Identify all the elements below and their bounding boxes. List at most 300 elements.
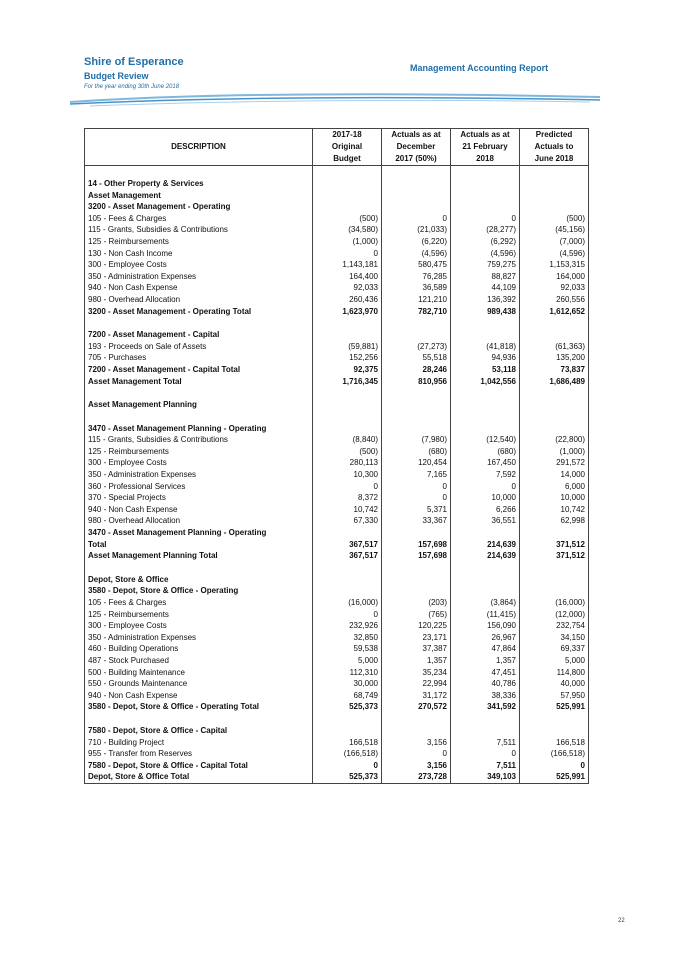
predicted-actuals-value: 1,686,489 bbox=[520, 376, 589, 388]
row-description: 105 - Fees & Charges bbox=[85, 213, 313, 225]
original-budget-value: 232,926 bbox=[313, 620, 382, 632]
actuals-december-value: (680) bbox=[382, 446, 451, 458]
actuals-february-value: (28,277) bbox=[451, 224, 520, 236]
row-description: 3580 - Depot, Store & Office - Operating Total bbox=[85, 701, 313, 713]
actuals-december-value: 270,572 bbox=[382, 701, 451, 713]
original-budget-value: 0 bbox=[313, 481, 382, 493]
actuals-december-value: 1,357 bbox=[382, 655, 451, 667]
actuals-february-value bbox=[451, 399, 520, 411]
original-budget-value: 92,033 bbox=[313, 282, 382, 294]
empty-cell bbox=[520, 166, 589, 179]
table-row bbox=[85, 213, 589, 225]
section-heading-row bbox=[85, 585, 589, 597]
empty-cell bbox=[451, 166, 520, 179]
row-description: 300 - Employee Costs bbox=[85, 457, 313, 469]
row-description: 350 - Administration Expenses bbox=[85, 271, 313, 283]
actuals-february-value bbox=[451, 329, 520, 341]
row-description: 980 - Overhead Allocation bbox=[85, 515, 313, 527]
total-row bbox=[85, 364, 589, 376]
row-description: 350 - Administration Expenses bbox=[85, 469, 313, 481]
table-row bbox=[85, 457, 589, 469]
row-description: 125 - Reimbursements bbox=[85, 236, 313, 248]
table-row bbox=[85, 609, 589, 621]
empty-cell bbox=[520, 387, 589, 399]
row-description: Asset Management Total bbox=[85, 376, 313, 388]
row-description: 940 - Non Cash Expense bbox=[85, 282, 313, 294]
actuals-february-value: 94,936 bbox=[451, 352, 520, 364]
original-budget-value: 1,143,181 bbox=[313, 259, 382, 271]
predicted-actuals-value: 371,512 bbox=[520, 550, 589, 562]
table-row bbox=[85, 446, 589, 458]
total-row bbox=[85, 306, 589, 318]
row-description: 550 - Grounds Maintenance bbox=[85, 678, 313, 690]
row-description: 125 - Reimbursements bbox=[85, 609, 313, 621]
actuals-february-value: 36,551 bbox=[451, 515, 520, 527]
row-description: Asset Management Planning Total bbox=[85, 550, 313, 562]
original-budget-value: 68,749 bbox=[313, 690, 382, 702]
col-actuals-february-header bbox=[451, 129, 520, 166]
original-budget-value: 1,623,970 bbox=[313, 306, 382, 318]
empty-cell bbox=[85, 317, 313, 329]
row-description: 115 - Grants, Subsidies & Contributions bbox=[85, 224, 313, 236]
original-budget-value: (1,000) bbox=[313, 236, 382, 248]
row-description: 955 - Transfer from Reserves bbox=[85, 748, 313, 760]
spacer-row bbox=[85, 411, 589, 423]
row-description: Asset Management Planning bbox=[85, 399, 313, 411]
actuals-february-value: 44,109 bbox=[451, 282, 520, 294]
predicted-actuals-value: (12,000) bbox=[520, 609, 589, 621]
spacer-row bbox=[85, 166, 589, 179]
predicted-actuals-value: (45,156) bbox=[520, 224, 589, 236]
row-description: 115 - Grants, Subsidies & Contributions bbox=[85, 434, 313, 446]
empty-cell bbox=[451, 562, 520, 574]
empty-cell bbox=[520, 317, 589, 329]
empty-cell bbox=[85, 387, 313, 399]
actuals-december-value: 76,285 bbox=[382, 271, 451, 283]
original-budget-value: 59,538 bbox=[313, 643, 382, 655]
original-budget-value: (500) bbox=[313, 446, 382, 458]
predicted-actuals-value bbox=[520, 329, 589, 341]
original-budget-value: 112,310 bbox=[313, 667, 382, 679]
predicted-actuals-value: 14,000 bbox=[520, 469, 589, 481]
report-title: Management Accounting Report bbox=[410, 63, 549, 73]
original-budget-value: 30,000 bbox=[313, 678, 382, 690]
row-description: 940 - Non Cash Expense bbox=[85, 504, 313, 516]
predicted-actuals-value: 6,000 bbox=[520, 481, 589, 493]
actuals-december-value: 36,589 bbox=[382, 282, 451, 294]
actuals-february-value bbox=[451, 178, 520, 190]
empty-cell bbox=[313, 166, 382, 179]
predicted-actuals-value: (22,800) bbox=[520, 434, 589, 446]
predicted-actuals-value: (16,000) bbox=[520, 597, 589, 609]
predicted-actuals-value: 10,742 bbox=[520, 504, 589, 516]
table-row bbox=[85, 352, 589, 364]
actuals-february-value: 136,392 bbox=[451, 294, 520, 306]
actuals-december-value bbox=[382, 190, 451, 202]
col-description-header: DESCRIPTION bbox=[85, 129, 313, 166]
row-description: 460 - Building Operations bbox=[85, 643, 313, 655]
actuals-december-value: 0 bbox=[382, 748, 451, 760]
predicted-actuals-value: (166,518) bbox=[520, 748, 589, 760]
original-budget-value bbox=[313, 527, 382, 539]
table-row bbox=[85, 632, 589, 644]
table-row bbox=[85, 492, 589, 504]
predicted-actuals-value bbox=[520, 190, 589, 202]
predicted-actuals-value: 92,033 bbox=[520, 282, 589, 294]
page-number: 22 bbox=[618, 918, 625, 924]
row-description: 705 - Purchases bbox=[85, 352, 313, 364]
actuals-february-value bbox=[451, 725, 520, 737]
original-budget-value bbox=[313, 725, 382, 737]
predicted-actuals-value bbox=[520, 574, 589, 586]
predicted-actuals-value bbox=[520, 178, 589, 190]
row-description: 487 - Stock Purchased bbox=[85, 655, 313, 667]
table-row bbox=[85, 515, 589, 527]
actuals-december-value: 580,475 bbox=[382, 259, 451, 271]
section-heading-row bbox=[85, 178, 589, 190]
table-row bbox=[85, 481, 589, 493]
total-row bbox=[85, 701, 589, 713]
empty-cell bbox=[85, 166, 313, 179]
predicted-actuals-value: 1,153,315 bbox=[520, 259, 589, 271]
table-row bbox=[85, 282, 589, 294]
empty-cell bbox=[313, 713, 382, 725]
actuals-december-value: 120,225 bbox=[382, 620, 451, 632]
budget-table bbox=[84, 128, 589, 784]
table-row bbox=[85, 469, 589, 481]
actuals-december-value bbox=[382, 201, 451, 213]
table-row bbox=[85, 678, 589, 690]
original-budget-value: (166,518) bbox=[313, 748, 382, 760]
row-description: 980 - Overhead Allocation bbox=[85, 294, 313, 306]
empty-cell bbox=[85, 562, 313, 574]
empty-cell bbox=[313, 562, 382, 574]
actuals-december-value: 28,246 bbox=[382, 364, 451, 376]
original-budget-value: 32,850 bbox=[313, 632, 382, 644]
actuals-december-value: 810,956 bbox=[382, 376, 451, 388]
actuals-february-value: 7,592 bbox=[451, 469, 520, 481]
col-actuals-december-header bbox=[382, 129, 451, 166]
row-description: Total bbox=[85, 539, 313, 551]
actuals-february-value: 0 bbox=[451, 481, 520, 493]
row-description: 370 - Special Projects bbox=[85, 492, 313, 504]
actuals-february-value: 26,967 bbox=[451, 632, 520, 644]
table-header-row bbox=[85, 129, 589, 166]
original-budget-value: 525,373 bbox=[313, 701, 382, 713]
original-budget-value bbox=[313, 585, 382, 597]
original-budget-value: 1,716,345 bbox=[313, 376, 382, 388]
table-row bbox=[85, 748, 589, 760]
table-row bbox=[85, 655, 589, 667]
original-budget-value: 152,256 bbox=[313, 352, 382, 364]
total-row bbox=[85, 539, 589, 551]
actuals-february-value: 214,639 bbox=[451, 539, 520, 551]
original-budget-value: 367,517 bbox=[313, 550, 382, 562]
header-swoosh-decoration bbox=[70, 88, 600, 110]
actuals-february-value: 88,827 bbox=[451, 271, 520, 283]
actuals-december-value: 55,518 bbox=[382, 352, 451, 364]
empty-cell bbox=[382, 411, 451, 423]
actuals-december-value: 35,234 bbox=[382, 667, 451, 679]
empty-cell bbox=[85, 411, 313, 423]
section-heading-row bbox=[85, 574, 589, 586]
empty-cell bbox=[520, 411, 589, 423]
row-description: 3470 - Asset Management Planning - Operating bbox=[85, 423, 313, 435]
actuals-february-value: 214,639 bbox=[451, 550, 520, 562]
header-line: 2017-18 bbox=[332, 130, 362, 139]
actuals-december-value: (6,220) bbox=[382, 236, 451, 248]
actuals-february-value bbox=[451, 190, 520, 202]
table-row bbox=[85, 667, 589, 679]
actuals-february-value bbox=[451, 585, 520, 597]
empty-cell bbox=[451, 387, 520, 399]
col-predicted-actuals-header bbox=[520, 129, 589, 166]
actuals-december-value bbox=[382, 574, 451, 586]
header-line: Original bbox=[331, 142, 363, 151]
header-line: June 2018 bbox=[534, 154, 574, 163]
predicted-actuals-value: 5,000 bbox=[520, 655, 589, 667]
row-description: Depot, Store & Office bbox=[85, 574, 313, 586]
spacer-row bbox=[85, 713, 589, 725]
table-body bbox=[85, 166, 589, 784]
section-heading-row bbox=[85, 527, 589, 539]
original-budget-value bbox=[313, 329, 382, 341]
predicted-actuals-value: 260,556 bbox=[520, 294, 589, 306]
report-subtitle: Budget Review bbox=[84, 71, 149, 81]
section-heading-row bbox=[85, 190, 589, 202]
predicted-actuals-value: 291,572 bbox=[520, 457, 589, 469]
actuals-february-value: 0 bbox=[451, 748, 520, 760]
actuals-december-value bbox=[382, 329, 451, 341]
empty-cell bbox=[313, 317, 382, 329]
row-description: 710 - Building Project bbox=[85, 737, 313, 749]
predicted-actuals-value: 114,800 bbox=[520, 667, 589, 679]
predicted-actuals-value: 34,150 bbox=[520, 632, 589, 644]
row-description: 500 - Building Maintenance bbox=[85, 667, 313, 679]
empty-cell bbox=[382, 387, 451, 399]
original-budget-value: 166,518 bbox=[313, 737, 382, 749]
section-heading-row bbox=[85, 329, 589, 341]
predicted-actuals-value: 166,518 bbox=[520, 737, 589, 749]
spacer-row bbox=[85, 317, 589, 329]
empty-cell bbox=[520, 713, 589, 725]
table-row bbox=[85, 620, 589, 632]
section-heading-row bbox=[85, 399, 589, 411]
predicted-actuals-value: 69,337 bbox=[520, 643, 589, 655]
actuals-december-value: 121,210 bbox=[382, 294, 451, 306]
predicted-actuals-value: (500) bbox=[520, 213, 589, 225]
actuals-february-value: 7,511 bbox=[451, 737, 520, 749]
table-row bbox=[85, 643, 589, 655]
predicted-actuals-value bbox=[520, 423, 589, 435]
predicted-actuals-value: 40,000 bbox=[520, 678, 589, 690]
predicted-actuals-value: (7,000) bbox=[520, 236, 589, 248]
original-budget-value: 0 bbox=[313, 609, 382, 621]
actuals-december-value: (21,033) bbox=[382, 224, 451, 236]
predicted-actuals-value: (4,596) bbox=[520, 248, 589, 260]
spacer-row bbox=[85, 562, 589, 574]
predicted-actuals-value: 135,200 bbox=[520, 352, 589, 364]
actuals-december-value: 3,156 bbox=[382, 760, 451, 772]
actuals-february-value: 38,336 bbox=[451, 690, 520, 702]
original-budget-value: (8,840) bbox=[313, 434, 382, 446]
actuals-february-value: 10,000 bbox=[451, 492, 520, 504]
original-budget-value: 164,400 bbox=[313, 271, 382, 283]
original-budget-value bbox=[313, 190, 382, 202]
total-row bbox=[85, 550, 589, 562]
header-line: Actuals as at bbox=[460, 130, 510, 139]
predicted-actuals-value: 0 bbox=[520, 760, 589, 772]
predicted-actuals-value: 62,998 bbox=[520, 515, 589, 527]
original-budget-value: (34,580) bbox=[313, 224, 382, 236]
row-description: 7200 - Asset Management - Capital Total bbox=[85, 364, 313, 376]
row-description: 3470 - Asset Management Planning - Operating bbox=[85, 527, 313, 539]
col-original-budget-header bbox=[313, 129, 382, 166]
actuals-february-value: (680) bbox=[451, 446, 520, 458]
actuals-december-value: 0 bbox=[382, 213, 451, 225]
actuals-february-value: 341,592 bbox=[451, 701, 520, 713]
original-budget-value bbox=[313, 574, 382, 586]
actuals-december-value bbox=[382, 399, 451, 411]
original-budget-value bbox=[313, 178, 382, 190]
actuals-february-value: 7,511 bbox=[451, 760, 520, 772]
organisation-name: Shire of Esperance bbox=[84, 56, 184, 68]
original-budget-value: 367,517 bbox=[313, 539, 382, 551]
row-description: 360 - Professional Services bbox=[85, 481, 313, 493]
predicted-actuals-value: 232,754 bbox=[520, 620, 589, 632]
actuals-december-value bbox=[382, 527, 451, 539]
actuals-february-value: (3,864) bbox=[451, 597, 520, 609]
actuals-december-value: (765) bbox=[382, 609, 451, 621]
row-description: 7580 - Depot, Store & Office - Capital bbox=[85, 725, 313, 737]
row-description: Depot, Store & Office Total bbox=[85, 771, 313, 783]
actuals-february-value: 6,266 bbox=[451, 504, 520, 516]
original-budget-value: 92,375 bbox=[313, 364, 382, 376]
actuals-february-value: (41,818) bbox=[451, 341, 520, 353]
actuals-february-value: (11,415) bbox=[451, 609, 520, 621]
header-line: 2018 bbox=[476, 154, 494, 163]
row-description: 3580 - Depot, Store & Office - Operating bbox=[85, 585, 313, 597]
predicted-actuals-value: 371,512 bbox=[520, 539, 589, 551]
original-budget-value bbox=[313, 423, 382, 435]
predicted-actuals-value: 10,000 bbox=[520, 492, 589, 504]
report-period: For the year ending 30th June 2018 bbox=[84, 84, 180, 90]
actuals-december-value: 0 bbox=[382, 481, 451, 493]
total-row bbox=[85, 771, 589, 783]
actuals-february-value bbox=[451, 574, 520, 586]
empty-cell bbox=[382, 562, 451, 574]
empty-cell bbox=[520, 562, 589, 574]
row-description: 105 - Fees & Charges bbox=[85, 597, 313, 609]
empty-cell bbox=[451, 317, 520, 329]
table-row bbox=[85, 248, 589, 260]
actuals-december-value: 5,371 bbox=[382, 504, 451, 516]
empty-cell bbox=[313, 411, 382, 423]
total-row bbox=[85, 760, 589, 772]
header-line: Budget bbox=[333, 154, 361, 163]
actuals-february-value: 156,090 bbox=[451, 620, 520, 632]
actuals-february-value: 759,275 bbox=[451, 259, 520, 271]
empty-cell bbox=[451, 411, 520, 423]
predicted-actuals-value bbox=[520, 399, 589, 411]
actuals-february-value: 349,103 bbox=[451, 771, 520, 783]
spacer-row bbox=[85, 387, 589, 399]
table-row bbox=[85, 224, 589, 236]
original-budget-value: 10,300 bbox=[313, 469, 382, 481]
predicted-actuals-value bbox=[520, 585, 589, 597]
header-line: Actuals as at bbox=[391, 130, 441, 139]
actuals-december-value: (4,596) bbox=[382, 248, 451, 260]
actuals-december-value: 0 bbox=[382, 492, 451, 504]
original-budget-value: (16,000) bbox=[313, 597, 382, 609]
predicted-actuals-value: 525,991 bbox=[520, 701, 589, 713]
actuals-february-value: 0 bbox=[451, 213, 520, 225]
original-budget-value: 8,372 bbox=[313, 492, 382, 504]
actuals-february-value: (6,292) bbox=[451, 236, 520, 248]
actuals-february-value: 53,118 bbox=[451, 364, 520, 376]
header-line: 2017 (50%) bbox=[395, 154, 437, 163]
table-row bbox=[85, 259, 589, 271]
original-budget-value: 0 bbox=[313, 760, 382, 772]
actuals-december-value: 33,367 bbox=[382, 515, 451, 527]
original-budget-value: (500) bbox=[313, 213, 382, 225]
predicted-actuals-value: 73,837 bbox=[520, 364, 589, 376]
original-budget-value: 0 bbox=[313, 248, 382, 260]
empty-cell bbox=[451, 713, 520, 725]
row-description: 130 - Non Cash Income bbox=[85, 248, 313, 260]
actuals-february-value: 1,357 bbox=[451, 655, 520, 667]
predicted-actuals-value: 57,950 bbox=[520, 690, 589, 702]
section-heading-row bbox=[85, 725, 589, 737]
predicted-actuals-value: 164,000 bbox=[520, 271, 589, 283]
header-line: December bbox=[396, 142, 436, 151]
original-budget-value: 5,000 bbox=[313, 655, 382, 667]
table-row bbox=[85, 737, 589, 749]
actuals-february-value: 989,438 bbox=[451, 306, 520, 318]
actuals-december-value: (27,273) bbox=[382, 341, 451, 353]
row-description: 14 - Other Property & Services bbox=[85, 178, 313, 190]
row-description: 7200 - Asset Management - Capital bbox=[85, 329, 313, 341]
actuals-december-value bbox=[382, 178, 451, 190]
actuals-february-value bbox=[451, 423, 520, 435]
row-description: 3200 - Asset Management - Operating Total bbox=[85, 306, 313, 318]
table-row bbox=[85, 236, 589, 248]
original-budget-value: 67,330 bbox=[313, 515, 382, 527]
predicted-actuals-value: 525,991 bbox=[520, 771, 589, 783]
row-description: 7580 - Depot, Store & Office - Capital Total bbox=[85, 760, 313, 772]
actuals-december-value: 23,171 bbox=[382, 632, 451, 644]
table-row bbox=[85, 341, 589, 353]
section-heading-row bbox=[85, 201, 589, 213]
table-row bbox=[85, 294, 589, 306]
row-description: 3200 - Asset Management - Operating bbox=[85, 201, 313, 213]
actuals-december-value: 157,698 bbox=[382, 539, 451, 551]
actuals-february-value bbox=[451, 527, 520, 539]
actuals-december-value: 37,387 bbox=[382, 643, 451, 655]
row-description: 300 - Employee Costs bbox=[85, 259, 313, 271]
actuals-february-value: 47,451 bbox=[451, 667, 520, 679]
empty-cell bbox=[85, 713, 313, 725]
actuals-december-value: (7,980) bbox=[382, 434, 451, 446]
actuals-december-value: 120,454 bbox=[382, 457, 451, 469]
predicted-actuals-value bbox=[520, 527, 589, 539]
row-description: 193 - Proceeds on Sale of Assets bbox=[85, 341, 313, 353]
actuals-december-value: 22,994 bbox=[382, 678, 451, 690]
original-budget-value bbox=[313, 201, 382, 213]
actuals-february-value: (4,596) bbox=[451, 248, 520, 260]
actuals-december-value: (203) bbox=[382, 597, 451, 609]
table-row bbox=[85, 271, 589, 283]
